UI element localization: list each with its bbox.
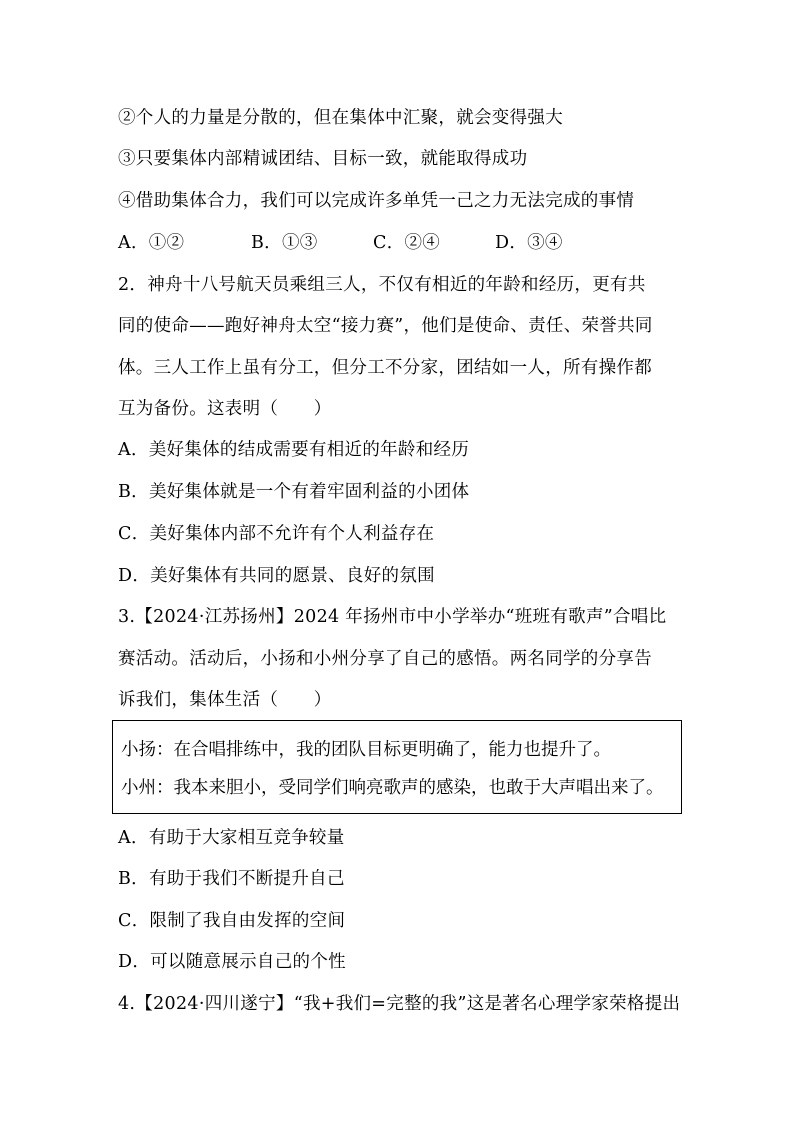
- q2-stem-line-2: 同的使命——跑好神舟太空“接力赛”，他们是使命、责任、荣誉共同: [118, 316, 653, 336]
- q1-statement-2: ②个人的力量是分散的，但在集体中汇聚，就会变得强大: [118, 108, 563, 128]
- q4-stem-line-1: 4.【2024·四川遂宁】“我+我们=完整的我”这是著名心理学家荣格提出: [118, 994, 681, 1014]
- q2-option-d: D．美好集体有共同的愿景、良好的氛围: [118, 566, 435, 586]
- q1-options: [118, 231, 563, 255]
- q2-stem-line-3: 体。三人工作上虽有分工，但分工不分家，团结如一人，所有操作都: [118, 358, 652, 378]
- q3-stem-line-1: 3.【2024·江苏扬州】2024 年扬州市中小学举办“班班有歌声”合唱比: [118, 607, 667, 627]
- q1-statement-4: ④借助集体合力，我们可以完成许多单凭一己之力无法完成的事情: [118, 191, 635, 211]
- q1-option-a: A．①②: [118, 233, 185, 253]
- q1-option-c: C．②④: [373, 233, 441, 253]
- q1-option-b: B．①③: [251, 233, 318, 253]
- q2-option-b: B．美好集体就是一个有着牢固利益的小团体: [118, 482, 470, 502]
- q1-option-d: D．③④: [495, 233, 563, 253]
- q2-stem-line-1: 2．神舟十八号航天员乘组三人，不仅有相近的年龄和经历，更有共: [118, 275, 646, 295]
- q3-stem-line-3: 诉我们，集体生活（ ）: [118, 690, 332, 710]
- q3-stem-line-2: 赛活动。活动后，小扬和小州分享了自己的感悟。两名同学的分享告: [118, 649, 652, 669]
- q3-quote-box: [112, 720, 682, 814]
- q3-quote-xiaozhou: 小州：我本来胆小，受同学们响亮歌声的感染，也敢于大声唱出来了。: [121, 778, 664, 798]
- q1-statement-3: ③只要集体内部精诚团结、目标一致，就能取得成功: [118, 149, 528, 169]
- q3-option-b: B．有助于我们不断提升自己: [118, 869, 345, 889]
- q3-option-d: D．可以随意展示自己的个性: [118, 952, 346, 972]
- q2-option-c: C．美好集体内部不允许有个人利益存在: [118, 524, 435, 544]
- q3-quote-xiaoyang: 小扬：在合唱排练中，我的团队目标更明确了，能力也提升了。: [121, 740, 611, 760]
- q3-option-a: A．有助于大家相互竞争较量: [118, 828, 345, 848]
- q2-option-a: A．美好集体的结成需要有相近的年龄和经历: [118, 440, 470, 460]
- q3-option-c: C．限制了我自由发挥的空间: [118, 911, 346, 931]
- q2-stem-line-4: 互为备份。这表明（ ）: [118, 399, 332, 419]
